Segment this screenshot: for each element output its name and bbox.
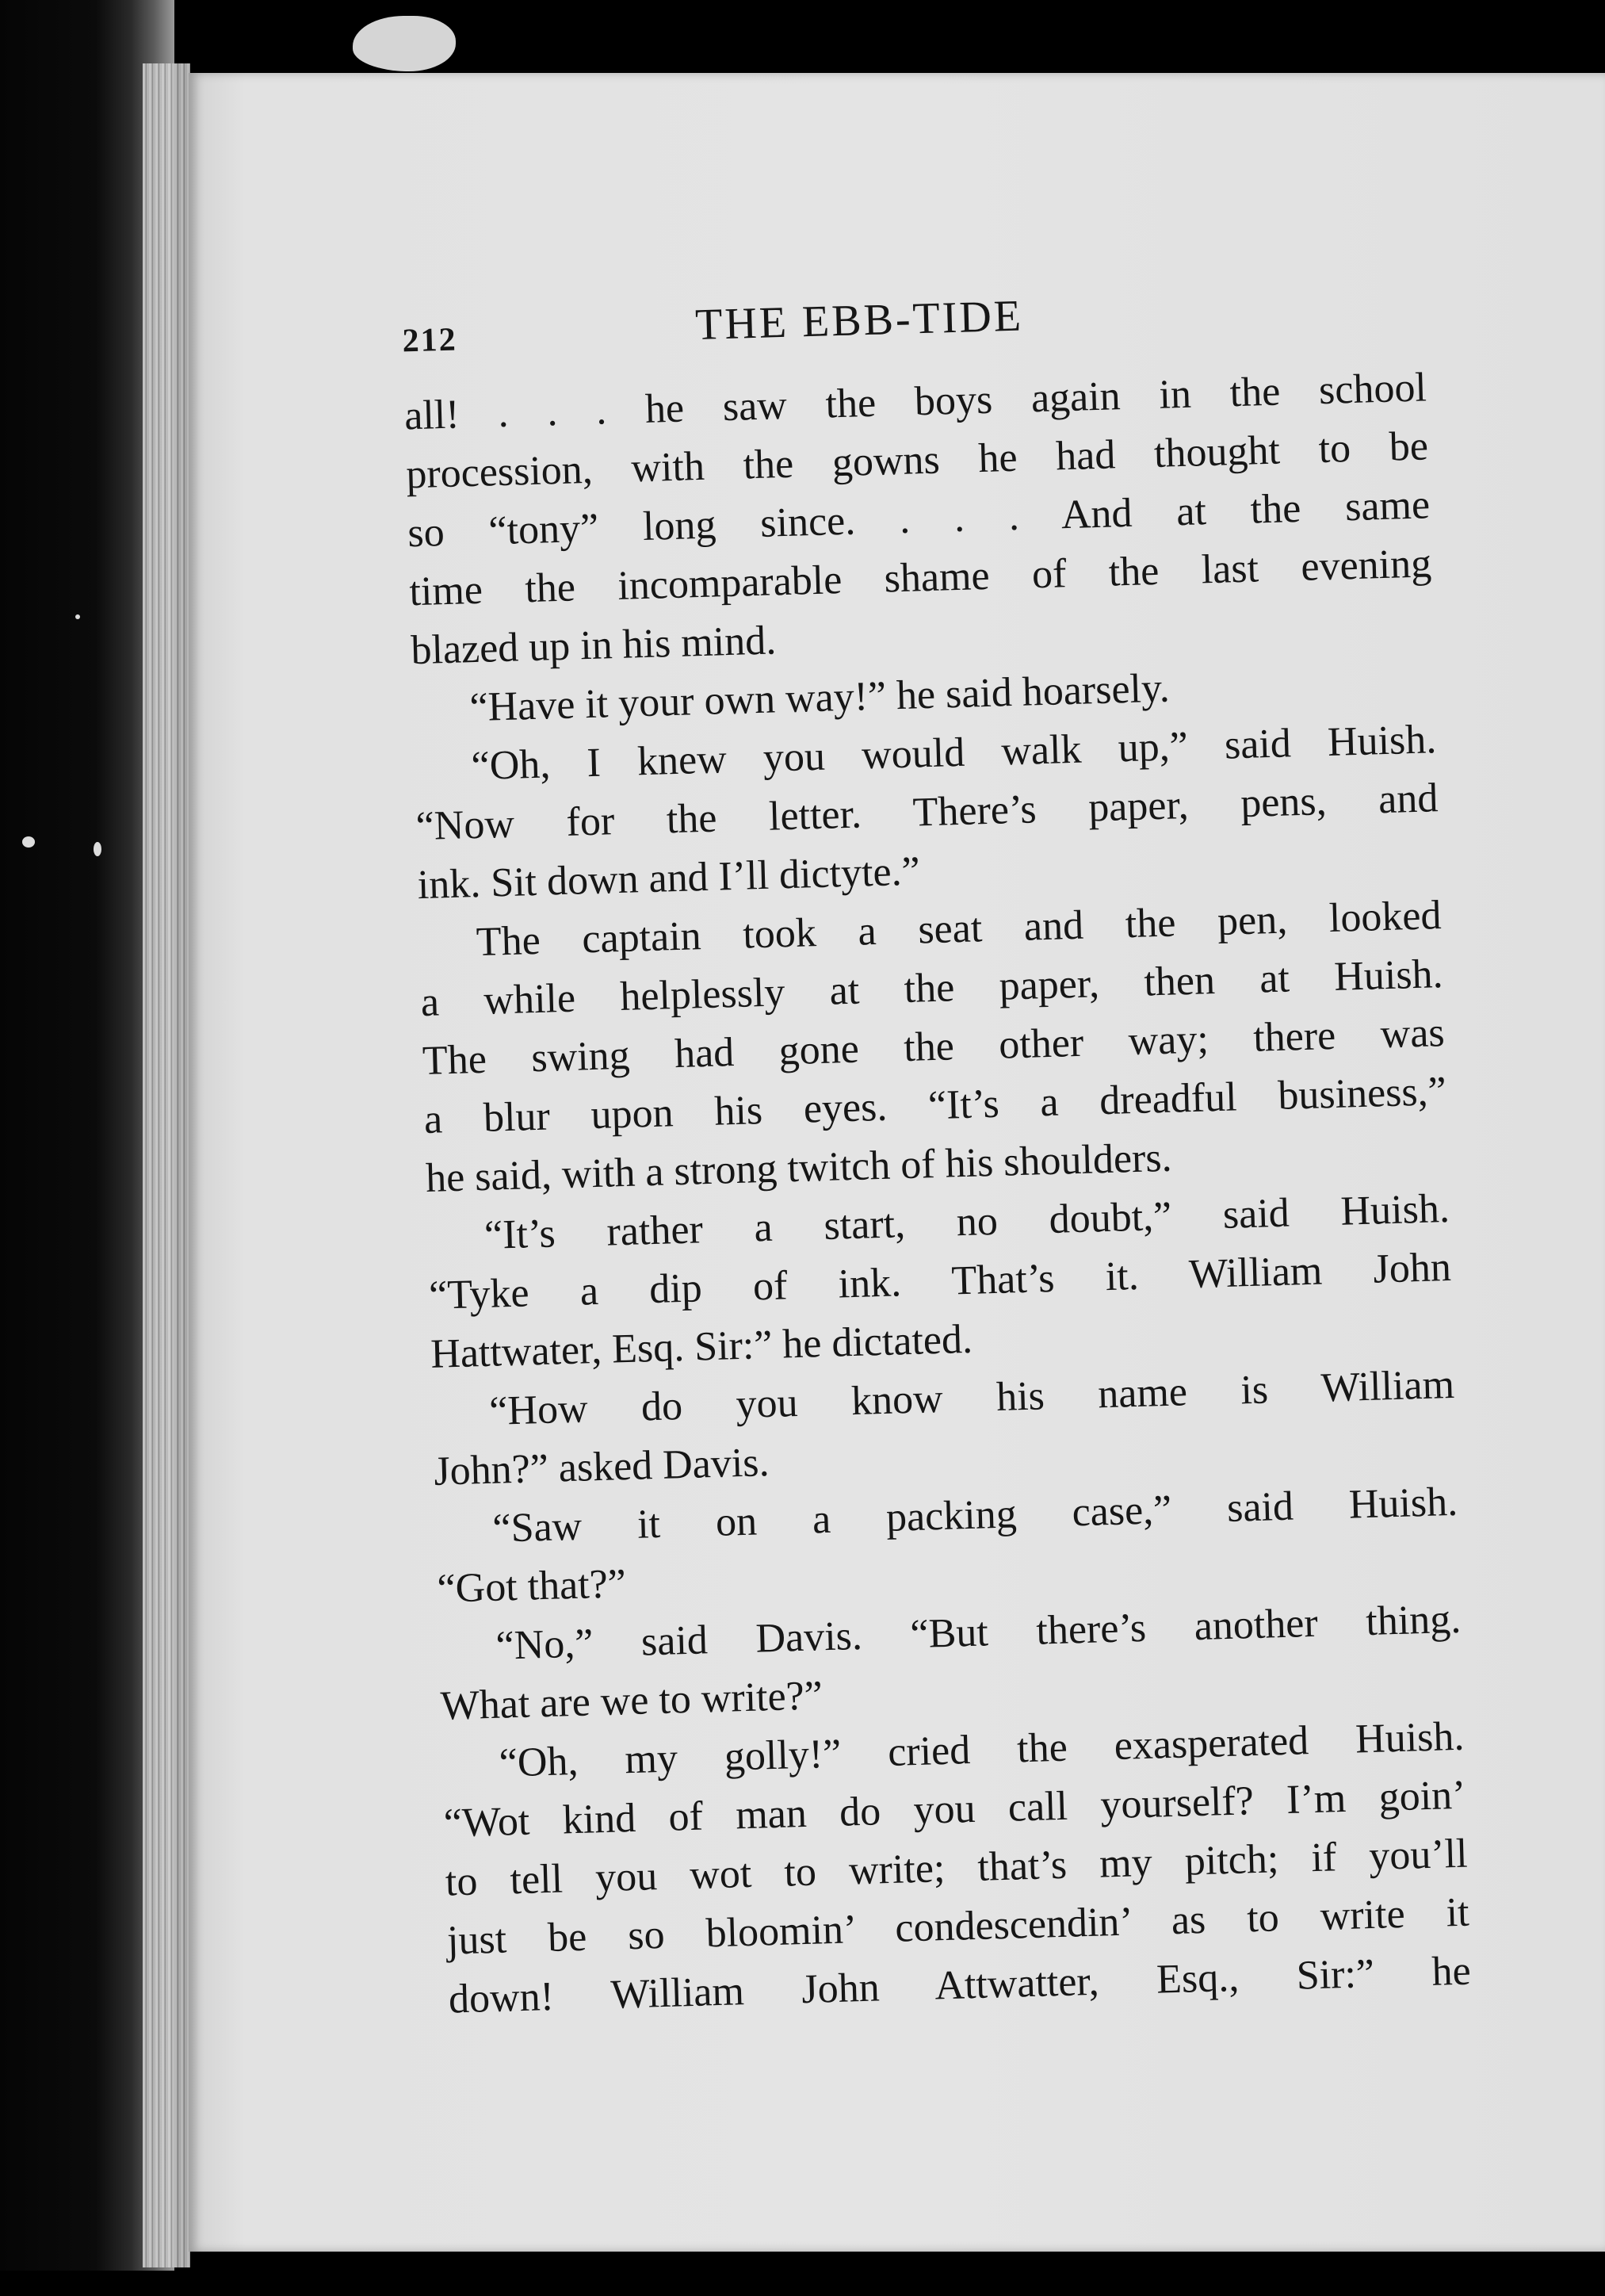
text-line: “It’s rather a start, no doubt,” said Huish.	[483, 1185, 1450, 1258]
text-line: “Tyke a dip of ink. That’s it. William John	[428, 1244, 1452, 1318]
text-line: time the incomparable shame of the last evening	[408, 541, 1432, 615]
text-line: just be so bloomin’ condescendin’ as to write it	[446, 1889, 1470, 1964]
text-line: “How do you know his name is William	[488, 1361, 1455, 1434]
text-line: a while helplessly at the paper, then at Huish.	[420, 951, 1444, 1026]
page-header	[401, 280, 1417, 372]
text-line: “Wot kind of man do you call yourself? I’m goin’	[443, 1772, 1467, 1846]
body-text	[403, 358, 1471, 2029]
text-line: “Have it your own way!” he said hoarsely.	[468, 665, 1171, 731]
text-line: “Oh, I knew you would walk up,” said Huish.	[470, 717, 1437, 790]
text-line: he said, with a strong twitch of his shoulders.	[425, 1135, 1173, 1201]
text-line: “Oh, my golly!” cried the exasperated Huish.	[499, 1713, 1466, 1786]
text-line: all! . . . he saw the boys again in the school	[403, 365, 1427, 439]
text-line: What are we to write?”	[439, 1673, 824, 1729]
running-title: THE EBB-TIDE	[694, 291, 1024, 350]
text-line: procession, with the gowns he had thought to be	[405, 423, 1429, 498]
text-line: “No,” said Davis. “But there’s another thing.	[495, 1596, 1462, 1669]
page-number: 212	[402, 321, 458, 360]
text-line: “Saw it on a packing case,” said Huish.	[491, 1479, 1458, 1552]
text-line: “Got that?”	[436, 1561, 627, 1612]
text-line: “Now for the letter. There’s paper, pens, and	[415, 775, 1439, 850]
text-line: The captain took a seat and the pen, looked	[476, 893, 1443, 966]
text-line: a blur upon his eyes. “It’s a dreadful business,”	[423, 1069, 1447, 1143]
text-line: The swing had gone the other way; there was	[422, 1010, 1446, 1085]
text-line: ink. Sit down and I’ll dictyte.”	[417, 848, 921, 909]
text-line: so “tony” long since. . . . And at the same	[407, 482, 1431, 557]
text-line: John?” asked Davis.	[433, 1440, 770, 1494]
text-line: blazed up in his mind.	[410, 618, 777, 674]
text-line: to tell you wot to write; that’s my pitch; if you’ll	[445, 1831, 1469, 1905]
text-line: down! William John Attwatter, Esq., Sir:” he	[448, 1948, 1472, 2022]
text-line: Hattwater, Esq. Sir:” he dictated.	[430, 1316, 973, 1377]
